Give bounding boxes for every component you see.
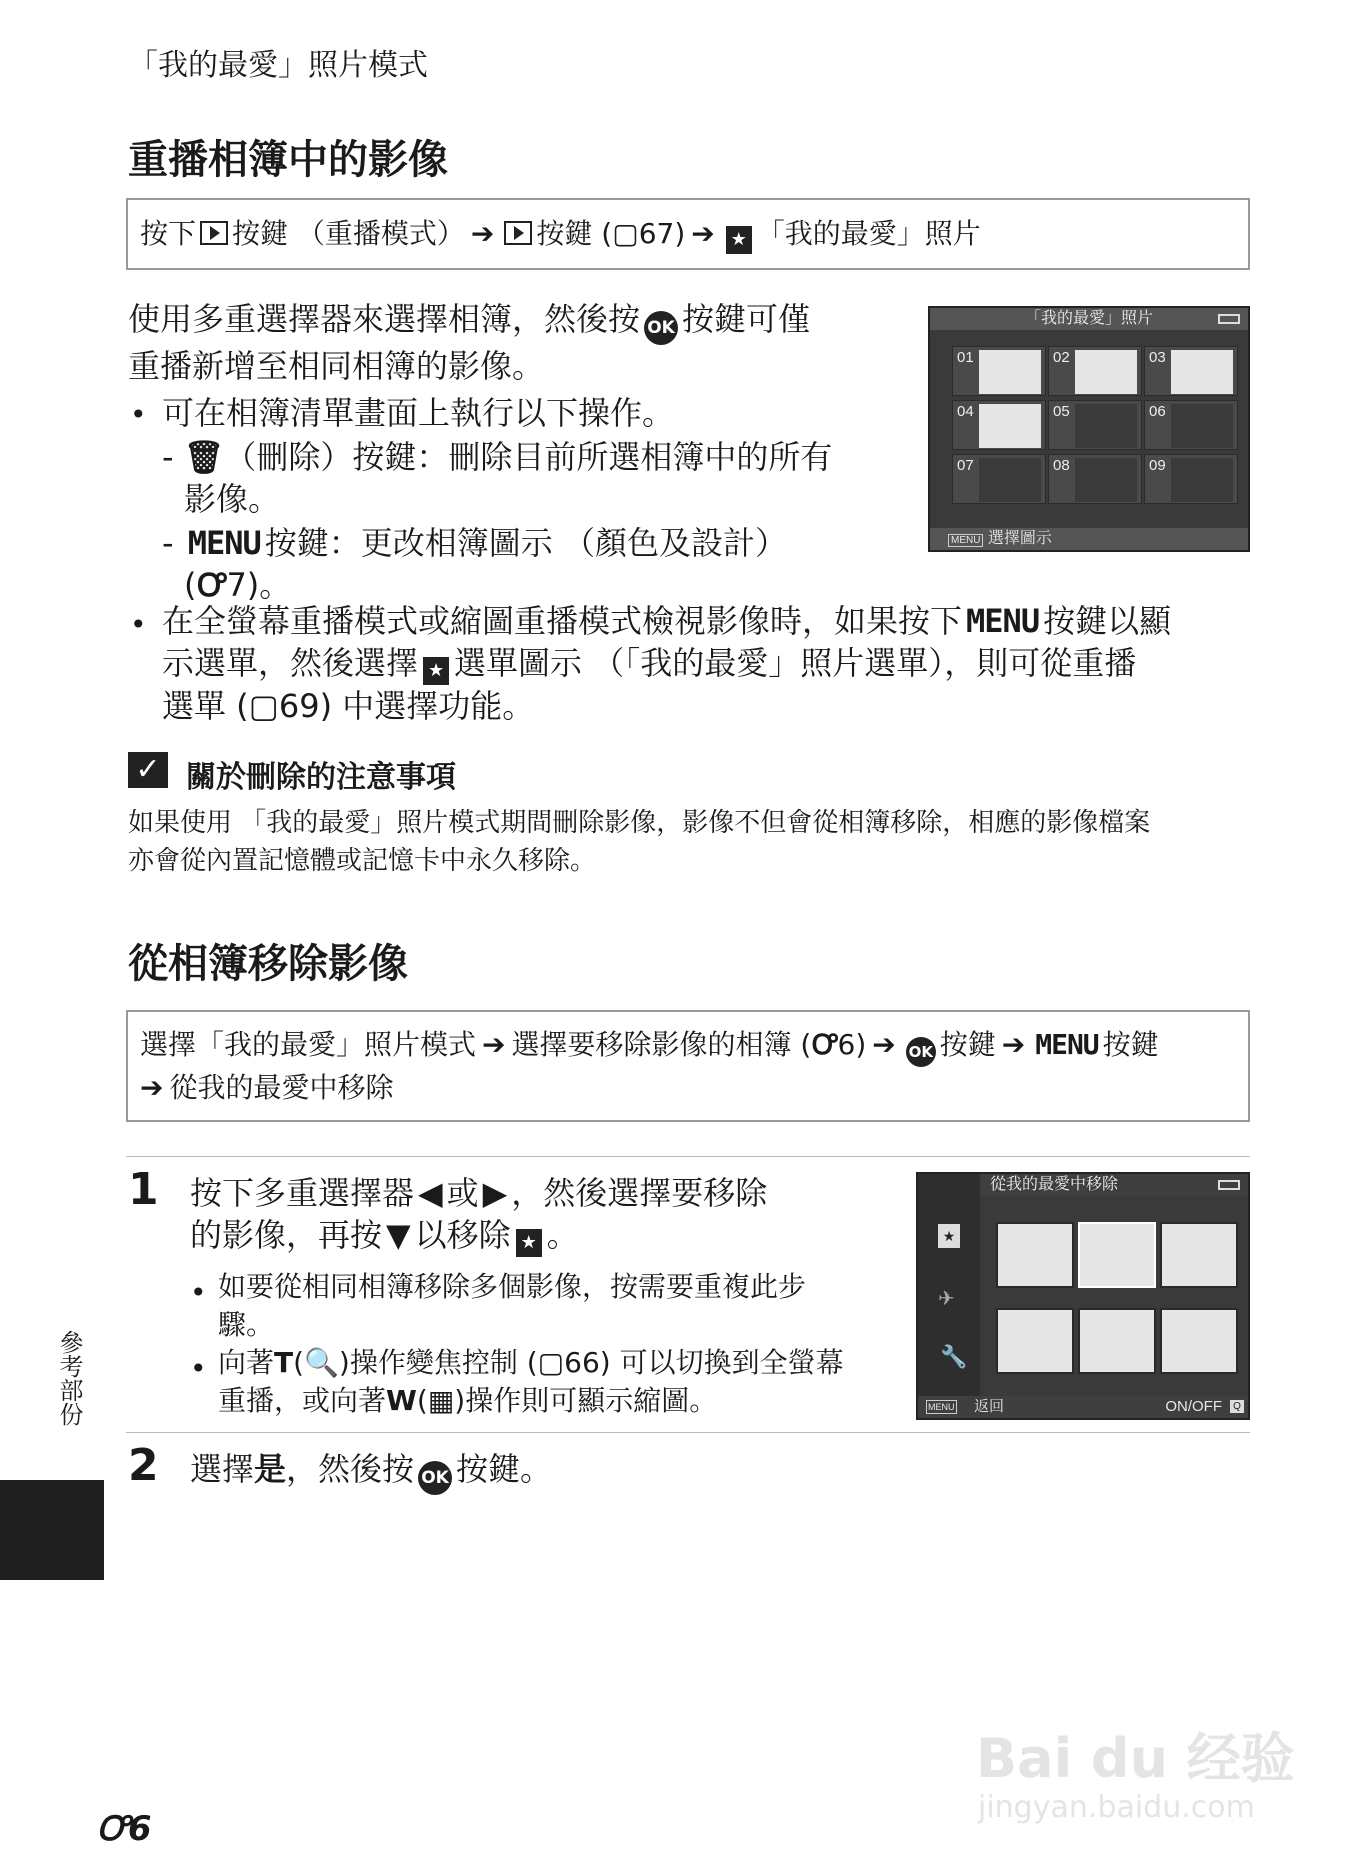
empty-thumbnail <box>1075 404 1137 448</box>
step1-bullet2 <box>218 1344 908 1420</box>
play-icon <box>504 221 532 245</box>
photo-thumbnail <box>1075 350 1137 394</box>
arrow-right-icon: ➔ <box>1001 1028 1026 1061</box>
album-thumb[interactable] <box>1144 400 1238 450</box>
album-number: 01 <box>957 349 974 366</box>
step2-number: 2 <box>128 1440 159 1491</box>
menu-icon: MENU <box>928 1402 955 1412</box>
dash1-text: （刪除）按鍵：刪除目前所選相簿中的所有 <box>224 438 833 476</box>
watermark-url: jingyan.baidu.com <box>978 1790 1255 1825</box>
dash2-text: ( <box>184 566 197 604</box>
bullet-dot: • <box>130 398 147 431</box>
favorite-star-icon: ★ <box>938 1224 960 1248</box>
battery-icon <box>1218 1180 1240 1190</box>
zoom-in-icon: (🔍) <box>293 1346 350 1379</box>
album-number: 09 <box>1149 457 1166 474</box>
album-grid <box>952 346 1242 516</box>
arrow-right-icon: ➔ <box>872 1028 896 1061</box>
album-number: 07 <box>957 457 974 474</box>
album-thumb[interactable] <box>1144 454 1238 504</box>
image-thumbnail[interactable] <box>1160 1308 1238 1374</box>
image-thumbnail[interactable] <box>1078 1308 1156 1374</box>
note-title: 關於刪除的注意事項 <box>186 760 456 795</box>
onoff-label: ON/OFF <box>1165 1398 1222 1415</box>
step1-bullet-text: 重播，或向著 <box>218 1384 387 1417</box>
album-thumb[interactable] <box>952 400 1046 450</box>
section1-bullet2 <box>162 600 1254 727</box>
intro-text: 使用多重選擇器來選擇相簿，然後按 <box>128 300 641 338</box>
down-arrow-icon: ▼ <box>386 1216 411 1254</box>
arrow-right-icon: ➔ <box>470 217 495 250</box>
dash: - <box>162 524 184 562</box>
album-number: 02 <box>1053 349 1070 366</box>
path-text: 選擇要移除影像的相簿 ( <box>511 1028 812 1061</box>
step2-text-part: 按鍵。 <box>456 1450 553 1488</box>
section1-dash1 <box>162 436 902 520</box>
book-ref-icon: ▢ <box>612 217 639 250</box>
intro-text: 重播新增至相同相簿的影像。 <box>128 347 545 385</box>
play-icon <box>200 221 228 245</box>
dash2-text: 按鍵：更改相簿圖示 （顏色及設計） <box>264 524 787 562</box>
divider <box>126 1432 1250 1433</box>
dash1-text: 影像。 <box>184 480 281 518</box>
arrow-right-icon: ➔ <box>140 1071 164 1104</box>
side-tab-block <box>0 1480 104 1580</box>
path-prefix: 按下 <box>140 217 197 250</box>
album-thumb[interactable] <box>1048 400 1142 450</box>
path-text: 按鍵 <box>1102 1028 1159 1061</box>
step1-number: 1 <box>128 1164 159 1215</box>
step1-bullet-text: 向著 <box>218 1346 275 1379</box>
remove-favorite-screen <box>916 1172 1250 1420</box>
bullet2-text: 按鍵以顯 <box>1043 602 1172 640</box>
step2-text <box>190 1448 552 1495</box>
step1-bullet-text: 如要從相同相簿移除多個影像，按需要重複此步 <box>218 1270 807 1303</box>
right-arrow-icon: ▶ <box>482 1174 508 1212</box>
album-thumb[interactable] <box>952 454 1046 504</box>
intro-text: 按鍵可僅 <box>682 300 811 338</box>
section1-heading: 重播相簿中的影像 <box>128 137 448 183</box>
step2-text-part: 選擇 <box>190 1450 255 1488</box>
section1-bullet1: 可在相簿清單畫面上執行以下操作。 <box>162 394 675 432</box>
step1-text-part: 按下多重選擇器 <box>190 1174 415 1212</box>
ok-button-icon: OK <box>418 1461 452 1495</box>
path-btn2: 按鍵 ( <box>536 217 613 250</box>
screen-sidebar <box>918 1174 980 1418</box>
bullet-dot: • <box>190 1352 207 1385</box>
tele-label: T <box>274 1346 294 1379</box>
yes-option: 是 <box>254 1450 287 1488</box>
step1-text-part: 或 <box>446 1174 479 1212</box>
path-text: 6) <box>837 1028 867 1061</box>
favorite-star-icon: ★ <box>726 226 752 254</box>
empty-thumbnail <box>1075 458 1137 502</box>
footer-text: 選擇圖示 <box>987 530 1052 547</box>
reference-section-icon: Ꝍ <box>96 1809 128 1849</box>
wide-label: W <box>386 1384 417 1417</box>
step1-bullet-text: 66) 可以切換到全螢幕 <box>564 1346 844 1379</box>
section2-path-box <box>126 1010 1250 1122</box>
album-number: 04 <box>957 403 974 420</box>
screen-footer <box>930 528 1248 550</box>
path-btn: 按鍵 （重播模式） <box>232 217 465 250</box>
album-thumb[interactable] <box>952 346 1046 396</box>
reference-section-icon: Ꝍ <box>196 566 227 604</box>
path-end: 「我的最愛」照片 <box>756 217 981 250</box>
album-number: 06 <box>1149 403 1166 420</box>
bullet2-text: 在全螢幕重播模式或縮圖重播模式檢視影像時，如果按下 <box>162 602 963 640</box>
divider <box>126 1156 1250 1157</box>
battery-icon <box>1218 314 1240 324</box>
bullet2-text: 69) 中選擇功能。 <box>278 687 535 725</box>
empty-thumbnail <box>1171 458 1233 502</box>
screen-title: 「我的最愛」照片 <box>1024 310 1153 327</box>
album-list-screen <box>928 306 1250 552</box>
reference-section-icon: Ꝍ <box>811 1028 838 1061</box>
album-number: 08 <box>1053 457 1070 474</box>
watermark-logo: Bai du 经验 <box>976 1727 1295 1790</box>
screen-title-bar <box>930 308 1248 330</box>
trash-icon: 🗑 <box>183 438 225 476</box>
path-text: 從我的最愛中移除 <box>169 1071 394 1104</box>
album-number: 05 <box>1053 403 1070 420</box>
page-number-value: 6 <box>127 1809 152 1849</box>
step1-text-part: 的影像，再按 <box>190 1216 383 1254</box>
image-thumbnail[interactable] <box>996 1308 1074 1374</box>
left-arrow-icon: ◀ <box>418 1174 443 1212</box>
page-number <box>96 1804 152 1850</box>
thumbnail-grid-icon: (▦) <box>416 1384 466 1417</box>
path-ref: 67) <box>638 217 686 250</box>
note-text: 如果使用 「我的最愛」照片模式期間刪除影像，影像不但會從相簿移除，相應的影像檔案 <box>128 808 1151 838</box>
screen-footer <box>918 1396 1248 1418</box>
menu-button-label: MENU <box>187 524 261 562</box>
image-thumbnail[interactable] <box>1160 1222 1238 1288</box>
bullet2-text: 選單圖示 （「我的最愛」照片選單），則可從重播 <box>454 644 1137 682</box>
note-body <box>128 804 1258 880</box>
wrench-icon: 🔧 <box>940 1344 968 1369</box>
arrow-right-icon: ➔ <box>691 217 715 250</box>
zoom-icon: Q <box>1230 1400 1244 1413</box>
section-header: 「我的最愛」照片模式 <box>128 48 428 83</box>
arrow-right-icon: ➔ <box>482 1028 506 1061</box>
bullet2-text: 選單 ( <box>162 687 249 725</box>
step1-text-part: ，然後選擇要移除 <box>511 1174 768 1212</box>
menu-button-label: MENU <box>966 602 1040 640</box>
back-label: 返回 <box>974 1398 1005 1415</box>
book-ref-icon: ▢ <box>248 687 279 725</box>
image-thumbnail[interactable] <box>996 1222 1074 1288</box>
ok-button-icon: OK <box>906 1037 936 1067</box>
photo-thumbnail <box>1171 350 1233 394</box>
section1-intro <box>128 298 908 387</box>
step1-bullet1 <box>218 1268 898 1344</box>
step1-text-part: 。 <box>546 1216 579 1254</box>
favorite-star-icon: ★ <box>423 657 449 685</box>
photo-thumbnail <box>979 350 1041 394</box>
menu-button-label: MENU <box>1035 1028 1099 1061</box>
album-thumb[interactable] <box>1048 346 1142 396</box>
album-thumb[interactable] <box>1048 454 1142 504</box>
screen-title-bar <box>980 1174 1248 1196</box>
empty-thumbnail <box>1171 404 1233 448</box>
step1-text <box>190 1172 890 1257</box>
step2-text-part: ，然後按 <box>286 1450 415 1488</box>
bullet-dot: • <box>130 608 147 641</box>
side-tab-label: 參考部份 <box>55 1330 83 1426</box>
note-text: 亦會從內置記憶體或記憶卡中永久移除。 <box>128 846 597 876</box>
dash: - <box>162 438 184 476</box>
dash2-text: 7)。 <box>226 566 292 604</box>
empty-thumbnail <box>979 458 1041 502</box>
step1-bullet-text: 操作變焦控制 ( <box>349 1346 538 1379</box>
screen-title: 從我的最愛中移除 <box>990 1176 1119 1193</box>
album-number: 03 <box>1149 349 1166 366</box>
album-thumb[interactable] <box>1144 346 1238 396</box>
path-text: 選擇「我的最愛」照片模式 <box>140 1028 477 1061</box>
favorite-star-icon: ★ <box>516 1229 542 1257</box>
photo-thumbnail <box>979 404 1041 448</box>
section1-dash2 <box>162 522 902 606</box>
bullet-dot: • <box>190 1276 207 1309</box>
bullet2-text: 示選單，然後選擇 <box>162 644 419 682</box>
menu-icon: MENU <box>948 534 983 547</box>
ok-button-icon: OK <box>644 311 678 345</box>
section2-heading: 從相簿移除影像 <box>128 941 408 987</box>
image-thumbnail-selected[interactable] <box>1078 1222 1156 1288</box>
path-text: 按鍵 <box>939 1028 996 1061</box>
checkmark-icon: ✓ <box>128 752 168 788</box>
section1-path-box <box>126 198 1250 270</box>
step1-bullet-text: 操作則可顯示縮圖。 <box>465 1384 718 1417</box>
image-grid <box>996 1222 1240 1382</box>
step1-bullet-text: 驟。 <box>218 1308 275 1341</box>
gps-icon: ✈ <box>938 1288 955 1310</box>
step1-text-part: 以移除 <box>414 1216 511 1254</box>
book-ref-icon: ▢ <box>537 1346 565 1379</box>
